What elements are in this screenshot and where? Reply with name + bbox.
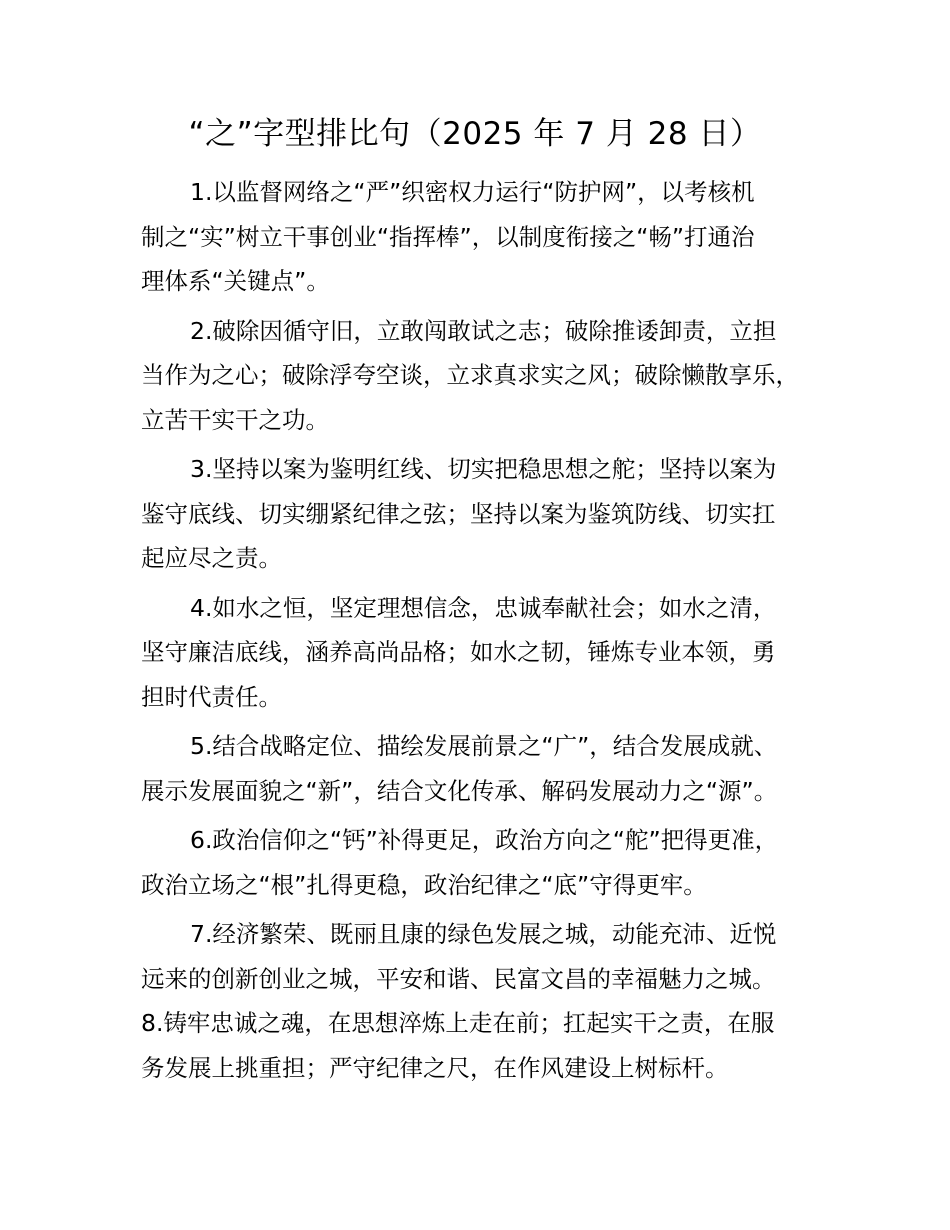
paragraph-3 [141, 447, 841, 581]
paragraph-line: 坚守廉洁底线，涵养高尚品格；如水之韧，锤炼专业本领，勇 [141, 638, 776, 666]
paragraph-line: 8.铸牢忠诚之魂，在思想淬炼上走在前；扛起实干之责，在服 [141, 1009, 775, 1037]
paragraph-line: 鉴守底线、切实绷紧纪律之弦；坚持以案为鉴筑防线、切实扛 [141, 499, 776, 528]
document-title: “之”字型排比句（2025 年 7 月 28 日） [188, 116, 762, 152]
paragraph-line: 务发展上挑重担；严守纪律之尺，在作风建设上树标杆。 [141, 1053, 729, 1082]
document-body [141, 170, 841, 1090]
paragraph-line: 7.经济繁荣、既丽且康的绿色发展之城，动能充沛、近悦 [190, 920, 777, 948]
paragraph-line: 1.以监督网络之“严”织密权力运行“防护网”，以考核机 [190, 178, 755, 206]
paragraph-2 [141, 309, 841, 443]
paragraph-line: 当作为之心；破除浮夸空谈，立求真求实之风；破除懒散享乐， [141, 361, 799, 389]
paragraph-6 [141, 818, 841, 907]
paragraph-line: 展示发展面貌之“新”，结合文化传承、解码发展动力之“源”。 [141, 776, 778, 805]
paragraph-line: 5.结合战略定位、描绘发展前景之“广”，结合发展成就、 [190, 732, 778, 760]
paragraph-line: 起应尽之责。 [141, 544, 282, 572]
paragraph-1 [141, 170, 841, 304]
paragraph-line: 6.政治信仰之“钙”补得更足，政治方向之“舵”把得更准， [190, 826, 779, 854]
paragraph-line: 远来的创新创业之城，平安和谐、民富文昌的幸福魅力之城。 [141, 964, 776, 993]
paragraph-line: 制之“实”树立干事创业“指挥棒”，以制度衔接之“畅”打通治 [141, 222, 755, 251]
paragraph-line: 3.坚持以案为鉴明红线、切实把稳思想之舵；坚持以案为 [190, 455, 777, 483]
paragraph-line: 担时代责任。 [141, 682, 282, 711]
paragraph-line: 政治立场之“根”扎得更稳，政治纪律之“底”守得更牢。 [141, 870, 707, 899]
paragraph-line: 4.如水之恒，坚定理想信念，忠诚奉献社会；如水之清， [190, 593, 777, 622]
paragraph-4 [141, 586, 841, 720]
paragraph-7 [141, 912, 841, 1001]
paragraph-line: 立苦干实干之功。 [141, 405, 329, 434]
paragraph-5 [141, 724, 841, 813]
paragraph-8 [141, 1001, 841, 1090]
paragraph-line: 理体系“关键点”。 [141, 267, 330, 295]
paragraph-line: 2.破除因循守旧，立敢闯敢试之志；破除推诿卸责，立担 [190, 316, 777, 345]
